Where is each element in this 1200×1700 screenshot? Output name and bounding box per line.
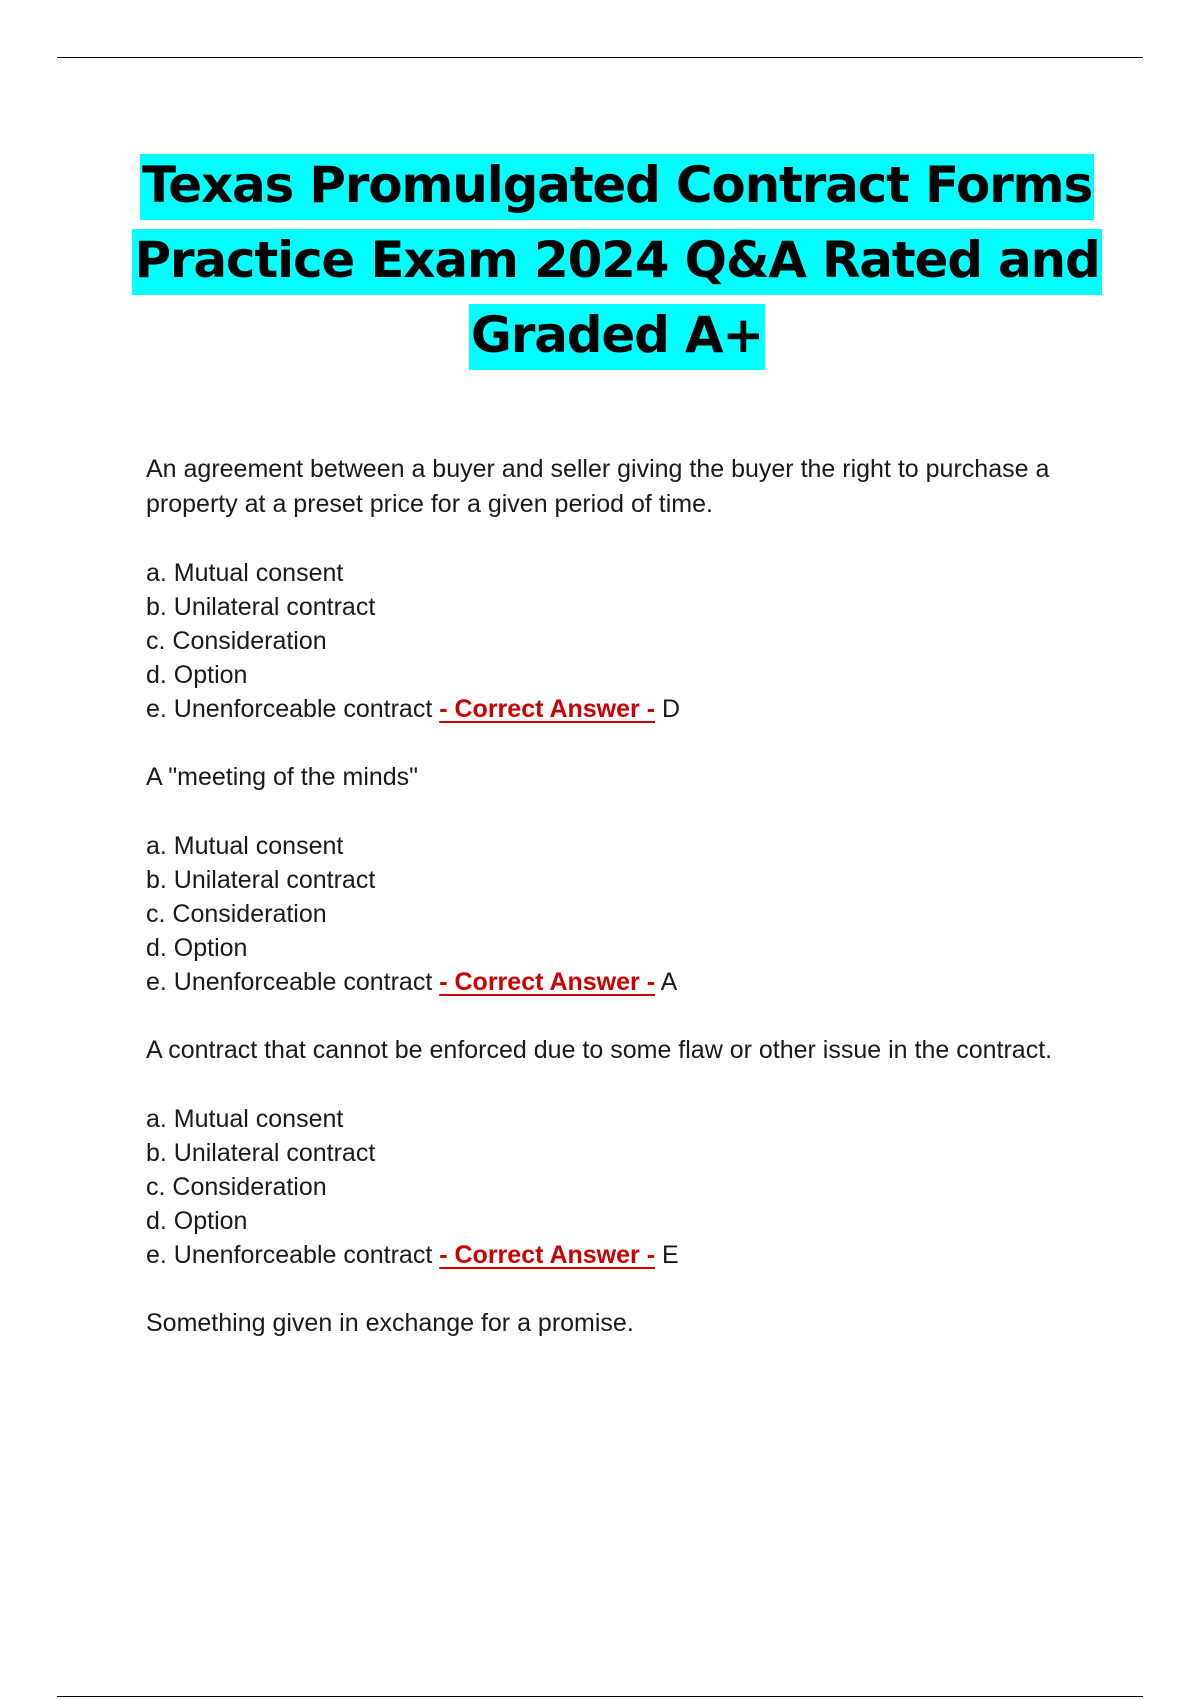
option-item: a. Mutual consent <box>146 832 344 860</box>
option-item: b. Unilateral contract <box>146 866 376 894</box>
option-item: c. Consideration <box>146 627 327 655</box>
option-item: d. Option <box>146 934 248 962</box>
answer-letter: E <box>661 1241 679 1269</box>
option-item: d. Option <box>146 661 248 689</box>
question-list <box>146 452 1086 1375</box>
option-text: e. Unenforceable contract <box>146 968 433 996</box>
footer-rule <box>57 1696 1143 1697</box>
question-text: A contract that cannot be enforced due to some flaw or other issue in the contract. <box>146 1036 1053 1064</box>
answer-letter: A <box>660 968 678 996</box>
option-item: b. Unilateral contract <box>146 593 376 621</box>
option-list <box>146 556 1086 726</box>
correct-answer-label: - Correct Answer - <box>439 695 656 723</box>
question-text: Something given in exchange for a promise. <box>146 1309 634 1337</box>
option-item: b. Unilateral contract <box>146 1139 376 1167</box>
correct-answer-label: - Correct Answer - <box>439 968 656 996</box>
title-line-2: Practice Exam 2024 Q&A Rated and <box>132 229 1101 295</box>
question-text: A "meeting of the minds" <box>146 763 419 791</box>
option-text: e. Unenforceable contract <box>146 1241 433 1269</box>
option-item: a. Mutual consent <box>146 1105 344 1133</box>
title-line-1: Texas Promulgated Contract Forms <box>140 154 1094 220</box>
option-list <box>146 1102 1086 1272</box>
option-item: c. Consideration <box>146 900 327 928</box>
document-title <box>0 148 1200 373</box>
option-item-last <box>146 692 1086 726</box>
option-list <box>146 829 1086 999</box>
option-item-last <box>146 965 1086 999</box>
header-rule <box>57 57 1143 58</box>
option-text: e. Unenforceable contract <box>146 695 433 723</box>
option-item: c. Consideration <box>146 1173 327 1201</box>
title-line-3: Graded A+ <box>469 304 765 370</box>
correct-answer-label: - Correct Answer - <box>439 1241 656 1269</box>
answer-letter: D <box>661 695 681 723</box>
option-item-last <box>146 1238 1086 1272</box>
question-text: An agreement between a buyer and seller giving the buyer the right to purchase a property at a preset price for a given period of time. <box>146 455 1050 518</box>
option-item: a. Mutual consent <box>146 559 344 587</box>
option-item: d. Option <box>146 1207 248 1235</box>
